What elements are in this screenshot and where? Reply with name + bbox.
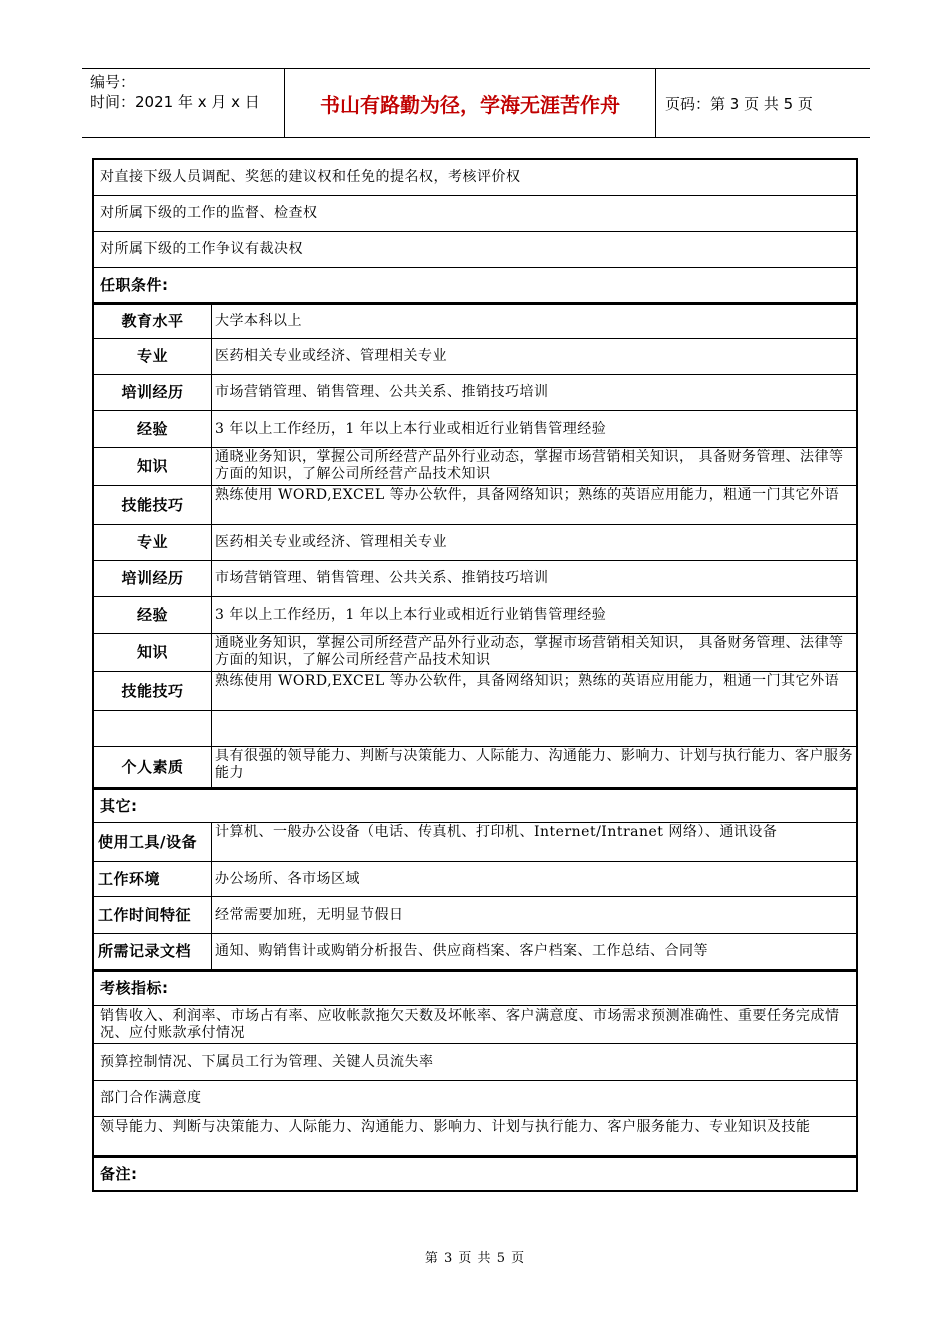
other-row bbox=[94, 823, 856, 862]
qualifications-title: 任职条件: bbox=[100, 275, 169, 294]
qualification-row bbox=[94, 747, 856, 788]
qualification-row bbox=[94, 672, 856, 711]
qualification-row-empty bbox=[94, 711, 856, 747]
qualification-row bbox=[94, 597, 856, 634]
other-value: 通知、购销售计或购销分析报告、供应商档案、客户档案、工作总结、合同等 bbox=[215, 943, 708, 959]
qualification-row bbox=[94, 448, 856, 486]
other-label: 工作时间特征 bbox=[94, 897, 212, 933]
other-value: 计算机、一般办公设备（电话、传真机、打印机、Internet/Intranet 网络）、通讯设备 bbox=[215, 824, 778, 840]
qualification-label: 专业 bbox=[94, 339, 212, 374]
qualification-label: 知识 bbox=[94, 634, 212, 671]
qualification-row bbox=[94, 525, 856, 561]
other-label: 使用工具/设备 bbox=[94, 823, 212, 861]
header-meta bbox=[82, 69, 284, 137]
qualification-value: 具有很强的领导能力、判断与决策能力、人际能力、沟通能力、影响力、计划与执行能力、客户服务能力 bbox=[215, 748, 853, 781]
kpi-row bbox=[94, 1117, 856, 1156]
qualification-label: 教育水平 bbox=[94, 305, 212, 338]
qualification-value: 熟练使用 WORD,EXCEL 等办公软件，具备网络知识；熟练的英语应用能力，粗通一门其它外语 bbox=[215, 487, 840, 503]
number-label: 编号： bbox=[90, 73, 136, 91]
qualification-label bbox=[94, 711, 212, 746]
qualification-row bbox=[94, 634, 856, 672]
qualification-row bbox=[94, 486, 856, 525]
qualification-label: 经验 bbox=[94, 411, 212, 447]
qualification-value: 医药相关专业或经济、管理相关专业 bbox=[215, 534, 447, 550]
kpi-text: 销售收入、利润率、市场占有率、应收帐款拖欠天数及坏帐率、客户满意度、市场需求预测准确性、重要任务完成情况、应付账款承付情况 bbox=[100, 1008, 840, 1041]
other-label: 所需记录文档 bbox=[94, 934, 212, 969]
qualification-label: 技能技巧 bbox=[94, 672, 212, 710]
other-value: 经常需要加班，无明显节假日 bbox=[215, 906, 404, 923]
other-header-row bbox=[94, 788, 856, 823]
motto-text: 书山有路勤为径，学海无涯苦作舟 bbox=[320, 92, 620, 117]
job-description-table bbox=[92, 158, 858, 1192]
kpi-row bbox=[94, 1006, 856, 1044]
rights-row bbox=[94, 232, 856, 268]
qualifications-header-row bbox=[94, 268, 856, 303]
qualification-row bbox=[94, 339, 856, 375]
rights-text: 对所属下级的工作争议有裁决权 bbox=[100, 241, 303, 257]
rights-row bbox=[94, 160, 856, 196]
rights-text: 对直接下级人员调配、奖惩的建议权和任免的提名权，考核评价权 bbox=[100, 169, 521, 185]
qualification-label: 培训经历 bbox=[94, 375, 212, 410]
qualification-label: 个人素质 bbox=[94, 747, 212, 787]
qualification-label: 知识 bbox=[94, 448, 212, 485]
qualification-row bbox=[94, 411, 856, 448]
remarks-row bbox=[94, 1156, 856, 1190]
qualification-row bbox=[94, 375, 856, 411]
kpi-row bbox=[94, 1044, 856, 1081]
qualification-value: 通晓业务知识，掌握公司所经营产品外行业动态，掌握市场营销相关知识， 具备财务管理、法律等方面的知识，了解公司所经营产品技术知识 bbox=[215, 635, 844, 668]
qualification-value: 市场营销管理、销售管理、公共关系、推销技巧培训 bbox=[215, 570, 549, 586]
remarks-title: 备注: bbox=[100, 1164, 138, 1183]
qualification-value: 市场营销管理、销售管理、公共关系、推销技巧培训 bbox=[215, 384, 549, 400]
rights-text: 对所属下级的工作的监督、检查权 bbox=[100, 205, 318, 221]
qualification-label: 培训经历 bbox=[94, 561, 212, 596]
qualification-label: 专业 bbox=[94, 525, 212, 560]
qualification-value: 大学本科以上 bbox=[215, 313, 302, 329]
kpi-title: 考核指标: bbox=[100, 979, 169, 997]
qualification-row bbox=[94, 303, 856, 339]
kpi-text: 预算控制情况、下属员工行为管理、关键人员流失率 bbox=[100, 1053, 434, 1070]
qualification-label: 技能技巧 bbox=[94, 486, 212, 524]
kpi-header-row bbox=[94, 970, 856, 1006]
qualification-value: 通晓业务知识，掌握公司所经营产品外行业动态，掌握市场营销相关知识， 具备财务管理、法律等方面的知识，了解公司所经营产品技术知识 bbox=[215, 449, 844, 482]
other-row bbox=[94, 862, 856, 897]
qualification-value: 医药相关专业或经济、管理相关专业 bbox=[215, 348, 447, 364]
other-value: 办公场所、各市场区域 bbox=[215, 870, 360, 887]
qualification-value: 3 年以上工作经历，1 年以上本行业或相近行业销售管理经验 bbox=[215, 420, 607, 437]
qualification-value: 3 年以上工作经历，1 年以上本行业或相近行业销售管理经验 bbox=[215, 606, 607, 623]
header-motto bbox=[284, 69, 656, 137]
kpi-text: 领导能力、判断与决策能力、人际能力、沟通能力、影响力、计划与执行能力、客户服务能力、专业知识及技能 bbox=[100, 1119, 811, 1135]
other-row bbox=[94, 934, 856, 970]
kpi-text: 部门合作满意度 bbox=[100, 1090, 202, 1106]
page-info: 页码：第 3 页 共 5 页 bbox=[665, 94, 813, 113]
qualification-value: 熟练使用 WORD,EXCEL 等办公软件，具备网络知识；熟练的英语应用能力，粗通一门其它外语 bbox=[215, 673, 840, 689]
qualification-label: 经验 bbox=[94, 597, 212, 633]
kpi-row bbox=[94, 1081, 856, 1117]
page-header bbox=[82, 68, 870, 138]
header-page bbox=[655, 69, 870, 137]
rights-row bbox=[94, 196, 856, 232]
other-row bbox=[94, 897, 856, 934]
qualification-value bbox=[212, 711, 856, 746]
date-label: 时间：2021 年 x 月 x 日 bbox=[90, 93, 260, 111]
page-footer: 第 3 页 共 5 页 bbox=[424, 1251, 526, 1266]
other-label: 工作环境 bbox=[94, 862, 212, 896]
other-title: 其它: bbox=[100, 796, 138, 815]
qualification-row bbox=[94, 561, 856, 597]
